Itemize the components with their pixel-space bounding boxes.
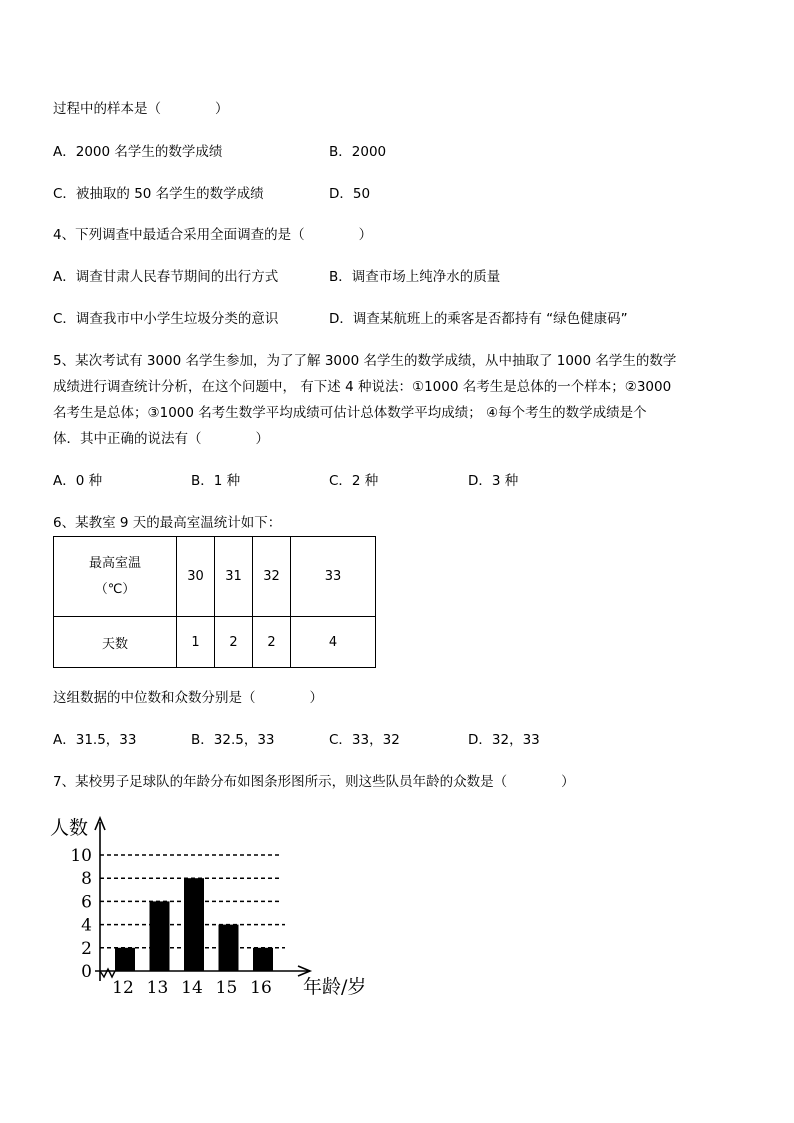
q6-option-b[interactable]: B．32.5，33 — [191, 732, 275, 748]
y-tick-label: 10 — [70, 846, 92, 866]
table-cell-days: 2 — [253, 617, 291, 668]
q3-stem-tail: 过程中的样本是（ ） — [53, 101, 229, 117]
x-tick-label: 14 — [181, 978, 203, 998]
table-cell-temp: 30 — [177, 537, 215, 617]
x-tick-label: 12 — [112, 978, 134, 998]
table-cell-days: 4 — [291, 617, 376, 668]
table-header-temp-line1: 最高室温 — [88, 555, 141, 571]
table-header-temp — [54, 537, 177, 617]
table-header-temp-line2: （℃） — [94, 581, 136, 597]
q4-stem: 4、下列调查中最适合采用全面调查的是（ ） — [53, 227, 373, 243]
q5-line-3: 名考生是总体；③1000 名考生数学平均成绩可估计总体数学平均成绩； ④每个考生的数学成绩是个 — [53, 405, 647, 421]
bar — [219, 925, 239, 971]
x-tick-label: 16 — [250, 978, 272, 998]
q5-line-1: 5、某次考试有 3000 名学生参加，为了了解 3000 名学生的数学成绩，从中抽取了 1000 名学生的数学 — [53, 353, 677, 369]
q6-option-c[interactable]: C．33，32 — [329, 732, 400, 748]
y-tick-label: 6 — [81, 892, 92, 913]
q6-question: 这组数据的中位数和众数分别是（ ） — [53, 690, 323, 706]
x-tick-label: 15 — [215, 978, 238, 998]
table-cell-temp: 33 — [291, 537, 376, 617]
q3-option-b[interactable]: B．2000 — [329, 144, 387, 160]
bar — [184, 878, 204, 971]
table-cell-days: 1 — [177, 617, 215, 668]
y-tick-label: 0 — [81, 962, 92, 982]
temperature-table — [53, 536, 376, 668]
q7-stem: 7、某校男子足球队的年龄分布如图条形图所示，则这些队员年龄的众数是（ ） — [53, 774, 575, 790]
q3-option-d[interactable]: D．50 — [329, 186, 371, 202]
q5-line-2: 成绩进行调查统计分析，在这个问题中， 有下述 4 种说法：①1000 名考生是总体的一个样本；②3000 — [53, 379, 672, 395]
q4-option-c[interactable]: C．调查我市中小学生垃圾分类的意识 — [53, 311, 279, 327]
x-axis-title: 年龄/岁 — [303, 976, 367, 998]
y-tick-label: 8 — [81, 869, 92, 890]
table-header-days: 天数 — [54, 617, 177, 668]
y-tick-label: 4 — [81, 915, 92, 936]
q4-option-a[interactable]: A．调查甘肃人民春节期间的出行方式 — [53, 269, 279, 285]
q3-option-c[interactable]: C．被抽取的 50 名学生的数学成绩 — [53, 186, 264, 202]
table-cell-temp: 32 — [253, 537, 291, 617]
table-cell-temp: 31 — [215, 537, 253, 617]
x-tick-label: 13 — [146, 978, 169, 998]
q6-option-d[interactable]: D．32，33 — [468, 732, 540, 748]
q5-line-4: 体．其中正确的说法有（ ） — [53, 431, 269, 447]
y-tick-label: 2 — [81, 938, 92, 959]
q5-option-b[interactable]: B．1 种 — [191, 473, 241, 489]
bar — [150, 901, 170, 971]
age-bar-chart — [45, 810, 385, 1009]
q5-option-a[interactable]: A．0 种 — [53, 473, 103, 489]
q6-stem: 6、某教室 9 天的最高室温统计如下： — [53, 515, 282, 531]
q4-option-b[interactable]: B．调查市场上纯净水的质量 — [329, 269, 501, 285]
bar — [253, 948, 273, 971]
table-cell-days: 2 — [215, 617, 253, 668]
chart-svg — [45, 810, 385, 1005]
bar — [115, 948, 135, 971]
q5-option-d[interactable]: D．3 种 — [468, 473, 519, 489]
q4-option-d[interactable]: D．调查某航班上的乘客是否都持有 “绿色健康码” — [329, 311, 628, 327]
q3-option-a[interactable]: A．2000 名学生的数学成绩 — [53, 144, 223, 160]
q6-option-a[interactable]: A．31.5，33 — [53, 732, 137, 748]
y-axis-title: 人数 — [50, 817, 89, 839]
q5-option-c[interactable]: C．2 种 — [329, 473, 379, 489]
